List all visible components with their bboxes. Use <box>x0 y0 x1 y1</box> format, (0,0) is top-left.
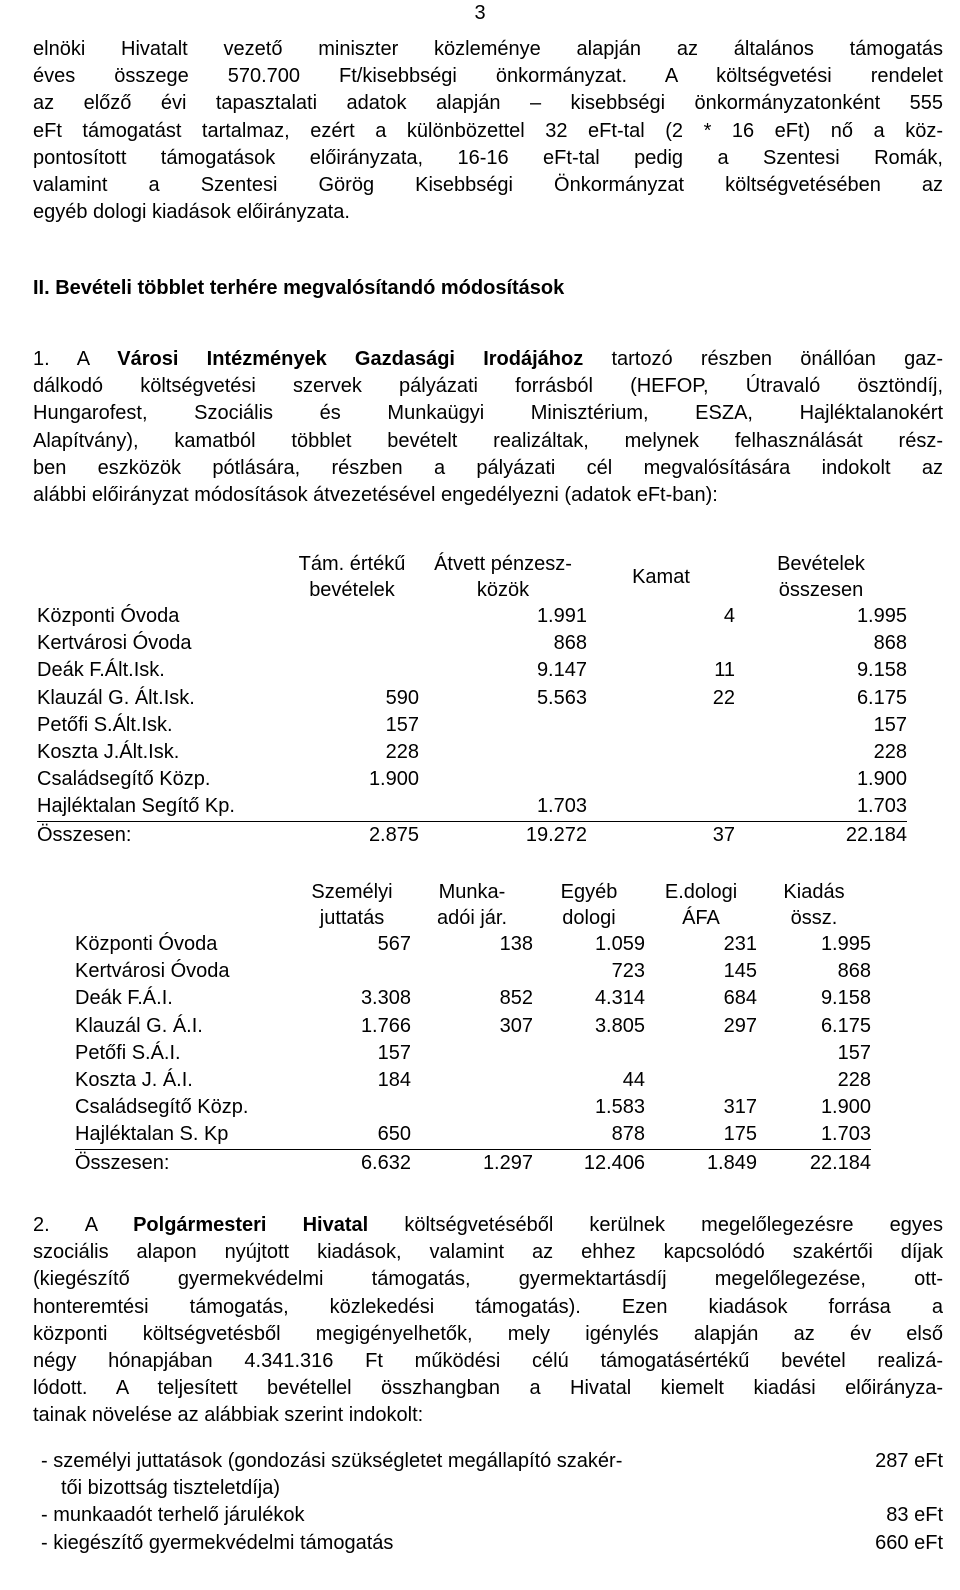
table-header-row <box>37 552 907 603</box>
revenue-table <box>37 552 907 849</box>
item2-bold: Polgármesteri Hivatal <box>133 1214 369 1236</box>
table-header <box>75 880 293 931</box>
intro-paragraph <box>33 36 943 226</box>
item-number: 1. A <box>33 348 118 370</box>
text-line: Alapítvány), kamatból többlet bevételt realizáltak, melynek felhasználását rész- <box>33 429 943 452</box>
table-header: Munka- adói jár. <box>436 881 508 929</box>
text-line: Hungarofest, Szociális és Munkaügyi Minisztérium, ESZA, Hajléktalanokért <box>33 402 943 425</box>
text-line: éves összege 570.700 Ft/kisebbségi önkormányzat. A költségvetési rendelet <box>33 65 943 88</box>
table-header: Tám. értékű bevételek <box>298 553 406 601</box>
table-row: Deák F.Ált.Isk. 9.147 11 9.158 <box>37 659 907 682</box>
table-total-row: Összesen: 2.875 19.272 37 22.184 <box>37 821 907 849</box>
text-line <box>33 1212 943 1239</box>
text-line: az előző évi tapasztalati adatok alapján – kisebbségi önkormányzatonként 555 <box>33 92 943 115</box>
table-row: Koszta J.Ált.Isk. 228 228 <box>37 741 907 764</box>
text-line: tainak növelése az alábbiak szerint indokolt: <box>33 1404 424 1427</box>
section-heading: II. Bevételi többlet terhére megvalósítandó módosítások <box>33 277 565 299</box>
item2-rest: költségvetéséből kerülnek megelőlegezésre egyes <box>368 1214 943 1236</box>
text-line: dálkodó költségvetési szervek pályázati forrásból (HEFOP, Útravaló ösztöndíj, <box>33 375 943 398</box>
item1-paragraph <box>33 346 943 509</box>
table-row: Központi Óvoda 1.991 4 1.995 <box>37 605 907 627</box>
text-line: központi költségvetésből megigényelhetők, mely igénylés alapján az év első <box>33 1322 943 1345</box>
table-row: Koszta J. Á.I. 184 44 228 <box>75 1069 871 1092</box>
page-number: 3 <box>474 2 486 24</box>
table-row: Központi Óvoda 567 138 1.059 231 1.995 <box>75 933 871 955</box>
item-number: 2. A <box>33 1214 134 1236</box>
table-total-row: Összesen: 6.632 1.297 12.406 1.849 22.184 <box>75 1149 871 1177</box>
expense-table <box>75 880 871 1177</box>
text-line: eFt támogatást tartalmaz, ezért a különbözettel 32 eFt-tal (2 * 16 eFt) nő a köz- <box>33 119 943 142</box>
table-row: Családsegítő Közp. 1.583 317 1.900 <box>75 1096 871 1119</box>
item1-rest: tartozó részben önállóan gaz- <box>583 348 943 370</box>
table-row: Kertvárosi Óvoda 868 868 <box>37 632 907 655</box>
text-line: egyéb dologi kiadások előirányzata. <box>33 201 350 224</box>
table-header: Kiadás össz. <box>783 881 845 929</box>
text-line: ben eszközök pótlására, részben a pályázati cél megvalósítására indokolt az <box>33 456 943 479</box>
table-row: Hajléktalan Segítő Kp. 1.703 1.703 <box>37 795 907 818</box>
list-item: - személyi juttatások (gondozási szükségletet megállapító szakér- 287 eFt <box>41 1450 943 1472</box>
table-row: Családsegítő Közp. 1.900 1.900 <box>37 768 907 791</box>
list-item: - kiegészítő gyermekvédelmi támogatás 660 eFt <box>41 1531 943 1554</box>
table-row: Hajléktalan S. Kp 650 878 175 1.703 <box>75 1123 871 1146</box>
text-line: valamint a Szentesi Görög Kisebbségi Önkormányzat költségvetésében az <box>33 174 943 197</box>
text-line: honteremtési támogatás, közlekedési támogatás). Ezen kiadások forrása a <box>33 1295 943 1318</box>
table-header: Kamat <box>632 565 690 588</box>
table-row: Klauzál G. Ált.Isk. 590 5.563 22 6.175 <box>37 686 907 709</box>
table-row: Klauzál G. Á.I. 1.766 307 3.805 297 6.175 <box>75 1014 871 1037</box>
bullet-list <box>33 1448 943 1557</box>
table-header: Bevételek összesen <box>777 553 865 601</box>
text-line: elnöki Hivatalt vezető miniszter közleménye alapján az általános támogatás <box>33 38 943 60</box>
text-line: szociális alapon nyújtott kiadások, valamint az ehhez kapcsolódó szakértői díjak <box>33 1241 943 1264</box>
table-header <box>37 552 285 603</box>
table-row: Petőfi S.Ált.Isk. 157 157 <box>37 713 907 736</box>
table-row: Kertvárosi Óvoda 723 145 868 <box>75 960 871 983</box>
list-item-continuation: tői bizottság tiszteletdíja) <box>61 1477 280 1500</box>
table-row: Deák F.Á.I. 3.308 852 4.314 684 9.158 <box>75 987 871 1010</box>
table-header-row <box>75 880 871 931</box>
table-header: Személyi juttatás <box>311 881 393 929</box>
item1-bold: Városi Intézmények Gazdasági Irodájához <box>117 348 584 370</box>
text-line: pontosított támogatások előirányzata, 16-16 eFt-tal pedig a Szentesi Romák, <box>33 146 943 169</box>
table-header: Átvett pénzesz- közök <box>434 553 572 601</box>
text-line <box>33 346 943 373</box>
text-line: alábbi előirányzat módosítások átvezetésével engedélyezni (adatok eFt-ban): <box>33 484 718 507</box>
table-header: Egyéb dologi <box>560 881 618 929</box>
text-line: (kiegészítő gyermekvédelmi támogatás, gyermektartásdíj megelőlegezése, ott- <box>33 1268 943 1291</box>
table-header: E.dologi ÁFA <box>664 881 738 929</box>
text-line: lódott. A teljesített bevétellel összhangban a Hivatal kiemelt kiadási előirányza- <box>33 1377 943 1400</box>
text-line: négy hónapjában 4.341.316 Ft működési célú támogatásértékű bevétel realizá- <box>33 1350 943 1373</box>
list-item: - munkaadót terhelő járulékok 83 eFt <box>41 1504 943 1527</box>
item2-paragraph <box>33 1212 943 1430</box>
table-row: Petőfi S.Á.I. 157 157 <box>75 1041 871 1064</box>
